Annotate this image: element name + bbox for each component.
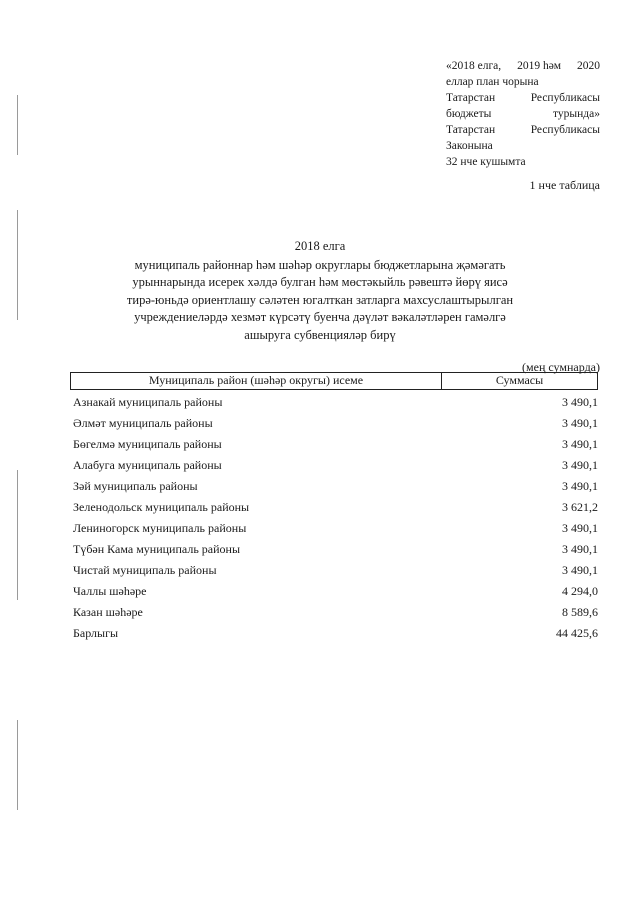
table-total-row bbox=[70, 623, 598, 644]
row-name: Казан шәһәре bbox=[73, 605, 143, 619]
table-row bbox=[70, 392, 598, 413]
row-name: Әлмәт муниципаль районы bbox=[73, 416, 213, 430]
table-row bbox=[70, 581, 598, 602]
subvention-table bbox=[70, 372, 598, 644]
scan-edge-mark bbox=[17, 210, 18, 320]
table-row bbox=[70, 455, 598, 476]
title-line: ашыруга субвенцияләр бирү bbox=[244, 327, 396, 342]
header-line: 32 нче кушымта bbox=[446, 156, 526, 168]
table-row bbox=[70, 602, 598, 623]
row-name: Зеленодольск муниципаль районы bbox=[73, 500, 250, 514]
row-amount: 3 490,1 bbox=[562, 479, 598, 493]
title-line: учреждениеләрдә хезмәт күрсәтү буенча дәүләт вәкаләтләрен гамәлгә bbox=[134, 310, 506, 324]
title-line: тирә-юньдә ориентлашу сәләтен югалткан затларга махсуслаштырылган bbox=[126, 292, 514, 307]
scan-edge-mark bbox=[17, 720, 18, 810]
table-row bbox=[70, 497, 598, 518]
row-amount: 3 490,1 bbox=[562, 563, 598, 577]
table-header bbox=[70, 372, 598, 390]
header-line: «2018 елга, 2019 һәм 2020 bbox=[446, 60, 600, 72]
table-row bbox=[70, 476, 598, 497]
row-amount: 3 490,1 bbox=[562, 437, 598, 451]
table-row bbox=[70, 518, 598, 539]
column-header-name: Муниципаль район (шәһәр округы) исеме bbox=[71, 373, 442, 389]
row-amount: 8 589,6 bbox=[562, 605, 598, 619]
appendix-header-note bbox=[446, 58, 600, 170]
header-line: Законына bbox=[446, 140, 493, 152]
row-name: Азнакай муниципаль районы bbox=[73, 395, 223, 409]
header-line: Татарстан Республикасы bbox=[446, 92, 600, 104]
table-number: 1 нче таблица bbox=[529, 178, 600, 192]
header-line: Татарстан Республикасы bbox=[446, 124, 600, 136]
scan-edge-mark bbox=[17, 470, 18, 600]
row-amount: 3 490,1 bbox=[562, 521, 598, 535]
row-name: Чаллы шәһәре bbox=[73, 584, 147, 598]
row-amount: 3 490,1 bbox=[562, 395, 598, 409]
document-title bbox=[95, 238, 545, 344]
row-name: Барлыгы bbox=[73, 626, 119, 640]
table-row bbox=[70, 560, 598, 581]
row-amount: 44 425,6 bbox=[556, 626, 598, 640]
title-line: урыннарында исерек хәлдә булган һәм мөстәкыйль рәвештә йөрү яисә bbox=[132, 275, 508, 289]
row-name: Зәй муниципаль районы bbox=[73, 479, 198, 493]
row-name: Чистай муниципаль районы bbox=[73, 563, 217, 577]
scan-edge-mark bbox=[17, 95, 18, 155]
table-row bbox=[70, 413, 598, 434]
row-amount: 3 490,1 bbox=[562, 416, 598, 430]
header-line: еллар план чорына bbox=[446, 76, 539, 88]
table-row bbox=[70, 539, 598, 560]
units-note: (мең сумнарда) bbox=[522, 360, 600, 374]
row-amount: 3 621,2 bbox=[562, 500, 598, 514]
row-name: Алабуга муниципаль районы bbox=[73, 458, 222, 472]
row-name: Түбән Кама муниципаль районы bbox=[73, 542, 241, 556]
column-header-amount: Суммасы bbox=[495, 373, 544, 387]
row-amount: 3 490,1 bbox=[562, 542, 598, 556]
row-amount: 4 294,0 bbox=[562, 584, 598, 598]
row-amount: 3 490,1 bbox=[562, 458, 598, 472]
title-year: 2018 елга bbox=[294, 239, 346, 253]
table-body bbox=[70, 392, 598, 644]
header-line: бюджеты турында» bbox=[446, 108, 600, 120]
row-name: Бөгелмә муниципаль районы bbox=[73, 437, 222, 451]
table-row bbox=[70, 434, 598, 455]
row-name: Лениногорск муниципаль районы bbox=[73, 521, 247, 535]
title-line: муниципаль районнар һәм шәһәр округлары бюджетларына җәмәгать bbox=[134, 257, 506, 272]
